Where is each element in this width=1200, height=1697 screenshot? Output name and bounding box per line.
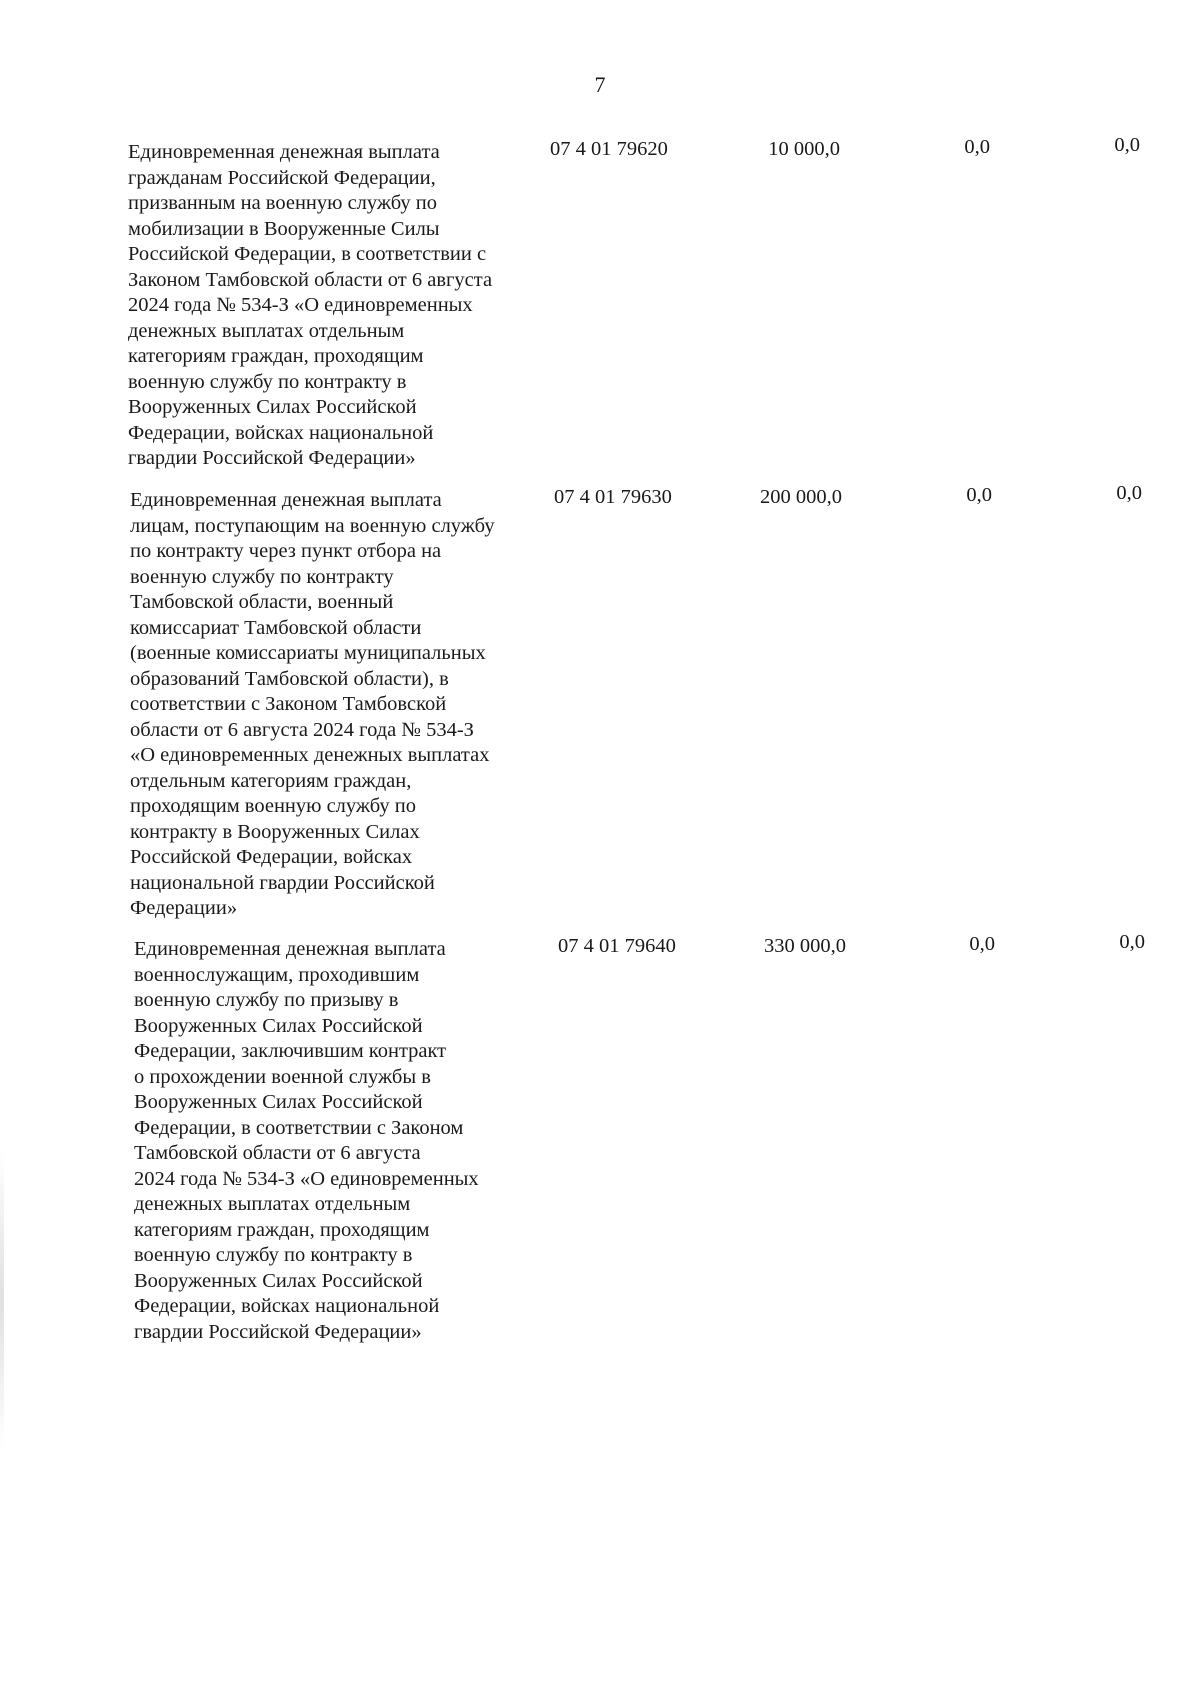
row-code: 07 4 01 79630: [554, 486, 672, 508]
page-number: 7: [594, 72, 606, 97]
scan-edge-artifact: [0, 1150, 4, 1450]
row-value-1: 0,0: [966, 484, 992, 506]
row-value-2: 0,0: [1114, 134, 1140, 156]
row-value-1: 0,0: [964, 136, 990, 158]
row-value-1: 0,0: [969, 933, 995, 955]
row-value-2: 0,0: [1119, 931, 1145, 953]
row-amount: 200 000,0: [760, 486, 842, 508]
row-description: Единовременная денежная выплата лицам, поступающим на военную службу по контракту через пункт отбора на военную службу по контракту Тамбовской области, военный комиссариат Тамбовской области (военные комиссариаты муниципальных образований Тамбовской области), в соответствии с Законом Тамбовской области от 6 августа 2024 года № 534-З «О единовременных денежных выплатах отдельным категориям граждан, проходящим военную службу по контракту в Вооруженных Силах Российской Федерации, войсках национальной гвардии Российской Федерации»: [130, 489, 495, 919]
row-description: Единовременная денежная выплата гражданам Российской Федерации, призванным на военную службу по мобилизации в Вооруженные Силы Российской Федерации, в соответствии с Законом Тамбовской области от 6 августа 2024 года № 534-З «О единовременных денежных выплатах отдельным категориям граждан, проходящим военную службу по контракту в Вооруженных Силах Российской Федерации, войсках национальной гвардии Российской Федерации»: [128, 141, 493, 469]
row-value-2: 0,0: [1116, 482, 1142, 504]
row-code: 07 4 01 79640: [558, 935, 676, 957]
row-amount: 10 000,0: [768, 138, 840, 160]
row-code: 07 4 01 79620: [550, 138, 668, 160]
row-description: Единовременная денежная выплата военнослужащим, проходившим военную службу по призыву в Вооруженных Силах Российской Федерации, заключившим контракт о прохождении военной службы в Вооруженных Силах Российской Федерации, в соответствии с Законом Тамбовской области от 6 августа 2024 года № 534-З «О единовременных денежных выплатах отдельным категориям граждан, проходящим военную службу по контракту в Вооруженных Силах Российской Федерации, войсках национальной гвардии Российской Федерации»: [134, 938, 479, 1343]
row-amount: 330 000,0: [764, 935, 846, 957]
